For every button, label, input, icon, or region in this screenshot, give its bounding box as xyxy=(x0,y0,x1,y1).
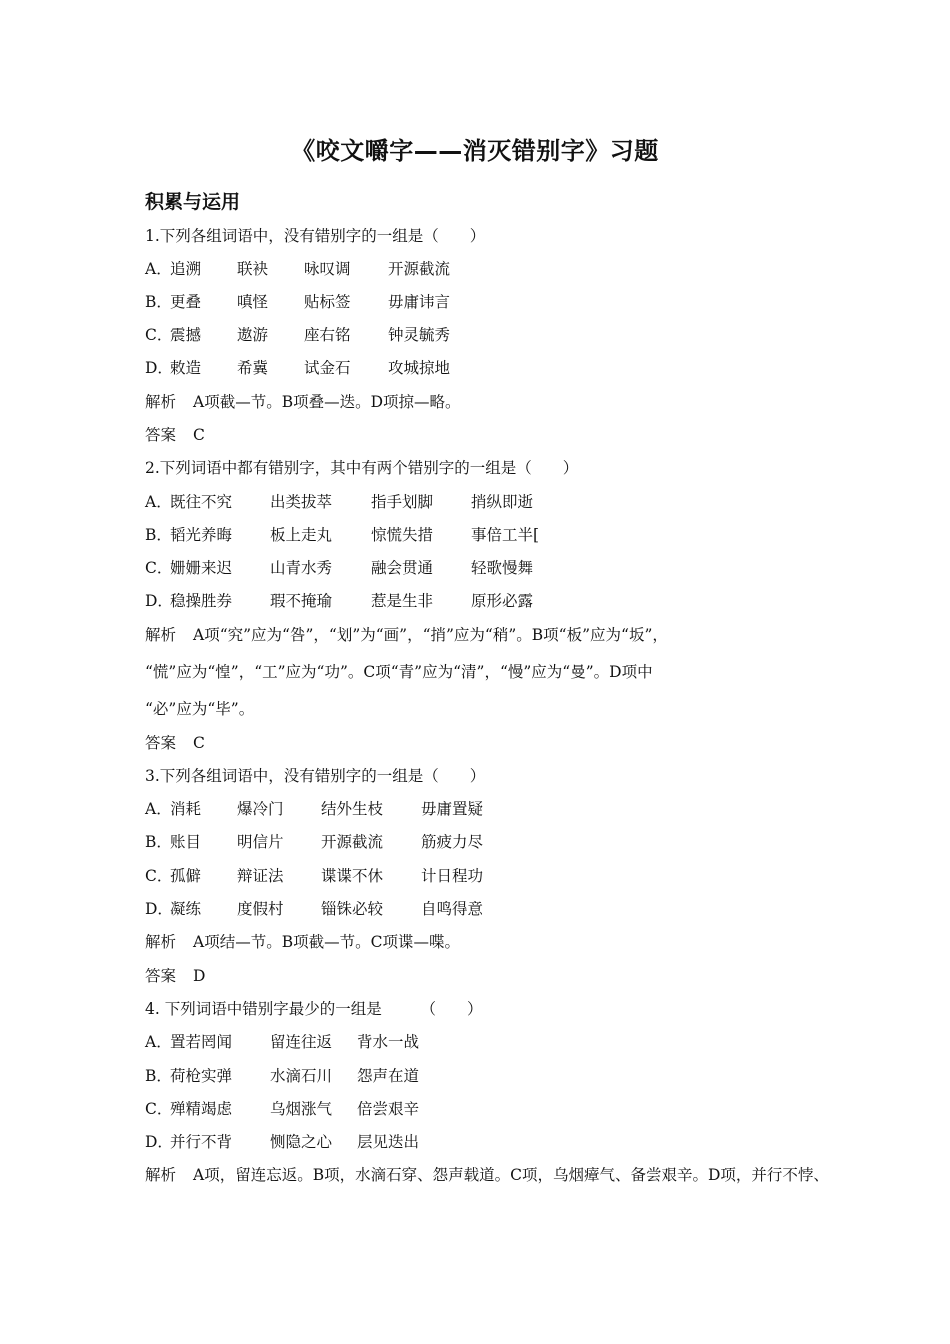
option-word: 毋庸讳言 xyxy=(388,293,451,311)
option-word: 怨声在道 xyxy=(357,1067,420,1085)
option-word: 留连往返 xyxy=(270,1033,333,1051)
option-word: 稳操胜券 xyxy=(170,592,233,610)
option-word: 攻城掠地 xyxy=(388,359,451,377)
q3-stem: 3.下列各组词语中，没有错别字的一组是（ ） xyxy=(145,767,486,785)
option-word: 嗔怪 xyxy=(237,293,269,311)
option-word: 敕造 xyxy=(170,359,202,377)
explanation-label: 解析 xyxy=(145,393,177,411)
option-letter: B． xyxy=(145,293,172,311)
q4-option-c xyxy=(145,1099,420,1119)
option-word: 消耗 xyxy=(170,800,202,818)
option-word: 出类拔萃 xyxy=(270,493,333,511)
option-word: 贴标签 xyxy=(304,293,351,311)
q2-option-a xyxy=(145,492,534,512)
answer-label: 答案 xyxy=(145,734,177,752)
q3-explanation xyxy=(145,932,460,952)
option-letter: C． xyxy=(145,867,173,885)
option-word: 明信片 xyxy=(237,833,284,851)
answer-label: 答案 xyxy=(145,426,177,444)
option-word: 毋庸置疑 xyxy=(421,800,484,818)
option-word: 事倍工半[ xyxy=(471,526,540,544)
option-word: 结外生枝 xyxy=(321,800,384,818)
option-word: 试金石 xyxy=(304,359,351,377)
q1-option-b xyxy=(145,292,451,312)
option-word: 融会贯通 xyxy=(371,559,434,577)
q4-option-b xyxy=(145,1066,420,1086)
option-letter: B． xyxy=(145,1067,172,1085)
q3-answer xyxy=(145,966,205,986)
option-word: 惊慌失措 xyxy=(371,526,434,544)
q1-stem: 1.下列各组词语中，没有错别字的一组是（ ） xyxy=(145,227,486,245)
option-letter: C． xyxy=(145,326,173,344)
option-word: 原形必露 xyxy=(471,592,534,610)
option-word: 度假村 xyxy=(237,900,284,918)
option-word: 开源截流 xyxy=(388,260,451,278)
q3-option-a xyxy=(145,799,484,819)
option-word: 乌烟涨气 xyxy=(270,1100,333,1118)
q1-explanation xyxy=(145,392,461,412)
option-word: 殚精竭虑 xyxy=(170,1100,233,1118)
q2-option-d xyxy=(145,591,534,611)
explanation-text: A项“究”应为“咎”，“划”为“画”，“捎”应为“稍”。B项“板”应为“坂”， xyxy=(193,626,668,644)
q3-option-c xyxy=(145,866,484,886)
option-word: 钟灵毓秀 xyxy=(388,326,451,344)
q1-option-c xyxy=(145,325,451,345)
option-letter: C． xyxy=(145,1100,173,1118)
q2-stem: 2.下列词语中都有错别字，其中有两个错别字的一组是（ ） xyxy=(145,459,579,477)
option-word: 咏叹调 xyxy=(304,260,351,278)
q3-option-d xyxy=(145,899,484,919)
q2-option-b xyxy=(145,525,540,545)
option-word: 爆冷门 xyxy=(237,800,284,818)
option-word: 计日程功 xyxy=(421,867,484,885)
option-letter: D． xyxy=(145,1133,173,1151)
option-word: 既往不究 xyxy=(170,493,233,511)
option-word: 联袂 xyxy=(237,260,269,278)
option-word: 追溯 xyxy=(170,260,202,278)
explanation-text: A项结—节。B项截—节。C项谍—喋。 xyxy=(193,933,460,951)
q4-option-a xyxy=(145,1032,420,1052)
option-word: 捎纵即逝 xyxy=(471,493,534,511)
option-letter: A． xyxy=(145,1033,172,1051)
option-word: 锱铢必较 xyxy=(321,900,384,918)
option-word: 自鸣得意 xyxy=(421,900,484,918)
option-word: 水滴石川 xyxy=(270,1067,333,1085)
section-heading: 积累与运用 xyxy=(145,191,241,213)
explanation-label: 解析 xyxy=(145,626,177,644)
option-word: 希冀 xyxy=(237,359,269,377)
option-word: 谍谍不休 xyxy=(321,867,384,885)
option-word: 山青水秀 xyxy=(270,559,333,577)
q1-answer xyxy=(145,425,205,445)
option-letter: A． xyxy=(145,260,172,278)
option-letter: A． xyxy=(145,800,172,818)
option-letter: D． xyxy=(145,592,173,610)
q2-explanation-line-2: “慌”应为“惶”，“工”应为“功”。C项“青”应为“清”，“慢”应为“曼”。D项中 xyxy=(145,663,653,681)
option-letter: D． xyxy=(145,900,173,918)
q2-answer xyxy=(145,733,205,753)
option-letter: C． xyxy=(145,559,173,577)
q1-option-a xyxy=(145,259,451,279)
option-word: 座右铭 xyxy=(304,326,351,344)
explanation-label: 解析 xyxy=(145,1166,177,1184)
answer-value: D xyxy=(193,967,206,985)
option-word: 荷枪实弹 xyxy=(170,1067,233,1085)
option-word: 遨游 xyxy=(237,326,269,344)
option-word: 辩证法 xyxy=(237,867,284,885)
q2-explanation-line-3: “必”应为“毕”。 xyxy=(145,700,255,718)
option-word: 姗姗来迟 xyxy=(170,559,233,577)
option-letter: B． xyxy=(145,526,172,544)
option-word: 孤僻 xyxy=(170,867,202,885)
option-word: 并行不背 xyxy=(170,1133,233,1151)
option-letter: D． xyxy=(145,359,173,377)
option-word: 背水一战 xyxy=(357,1033,420,1051)
q3-option-b xyxy=(145,832,484,852)
q4-option-d xyxy=(145,1132,420,1152)
option-word: 惹是生非 xyxy=(371,592,434,610)
document-title: 《咬文嚼字——消灭错别字》习题 xyxy=(291,137,659,165)
option-word: 凝练 xyxy=(170,900,202,918)
explanation-text: A项截—节。B项叠—迭。D项掠—略。 xyxy=(193,393,461,411)
option-word: 板上走丸 xyxy=(270,526,333,544)
option-word: 韬光养晦 xyxy=(170,526,233,544)
q1-option-d xyxy=(145,358,451,378)
option-word: 恻隐之心 xyxy=(270,1133,333,1151)
option-letter: A． xyxy=(145,493,172,511)
q4-explanation xyxy=(145,1165,829,1185)
option-letter: B． xyxy=(145,833,172,851)
answer-value: C xyxy=(193,426,205,444)
option-word: 开源截流 xyxy=(321,833,384,851)
q4-stem: 4. 下列词语中错别字最少的一组是 （ ） xyxy=(145,1000,483,1018)
answer-value: C xyxy=(193,734,205,752)
option-word: 更叠 xyxy=(170,293,202,311)
answer-label: 答案 xyxy=(145,967,177,985)
option-word: 层见迭出 xyxy=(357,1133,420,1151)
explanation-text: A项，留连忘返。B项，水滴石穿、怨声载道。C项，乌烟瘴气、备尝艰辛。D项，并行不悖、 xyxy=(193,1166,829,1184)
explanation-label: 解析 xyxy=(145,933,177,951)
option-word: 置若罔闻 xyxy=(170,1033,233,1051)
option-word: 轻歌慢舞 xyxy=(471,559,534,577)
option-word: 指手划脚 xyxy=(371,493,434,511)
option-word: 账目 xyxy=(170,833,202,851)
option-word: 震撼 xyxy=(170,326,202,344)
option-word: 倍尝艰辛 xyxy=(357,1100,420,1118)
option-word: 筋疲力尽 xyxy=(421,833,484,851)
option-word: 瑕不掩瑜 xyxy=(270,592,333,610)
q2-option-c xyxy=(145,558,534,578)
q2-explanation-line-1 xyxy=(145,625,668,645)
